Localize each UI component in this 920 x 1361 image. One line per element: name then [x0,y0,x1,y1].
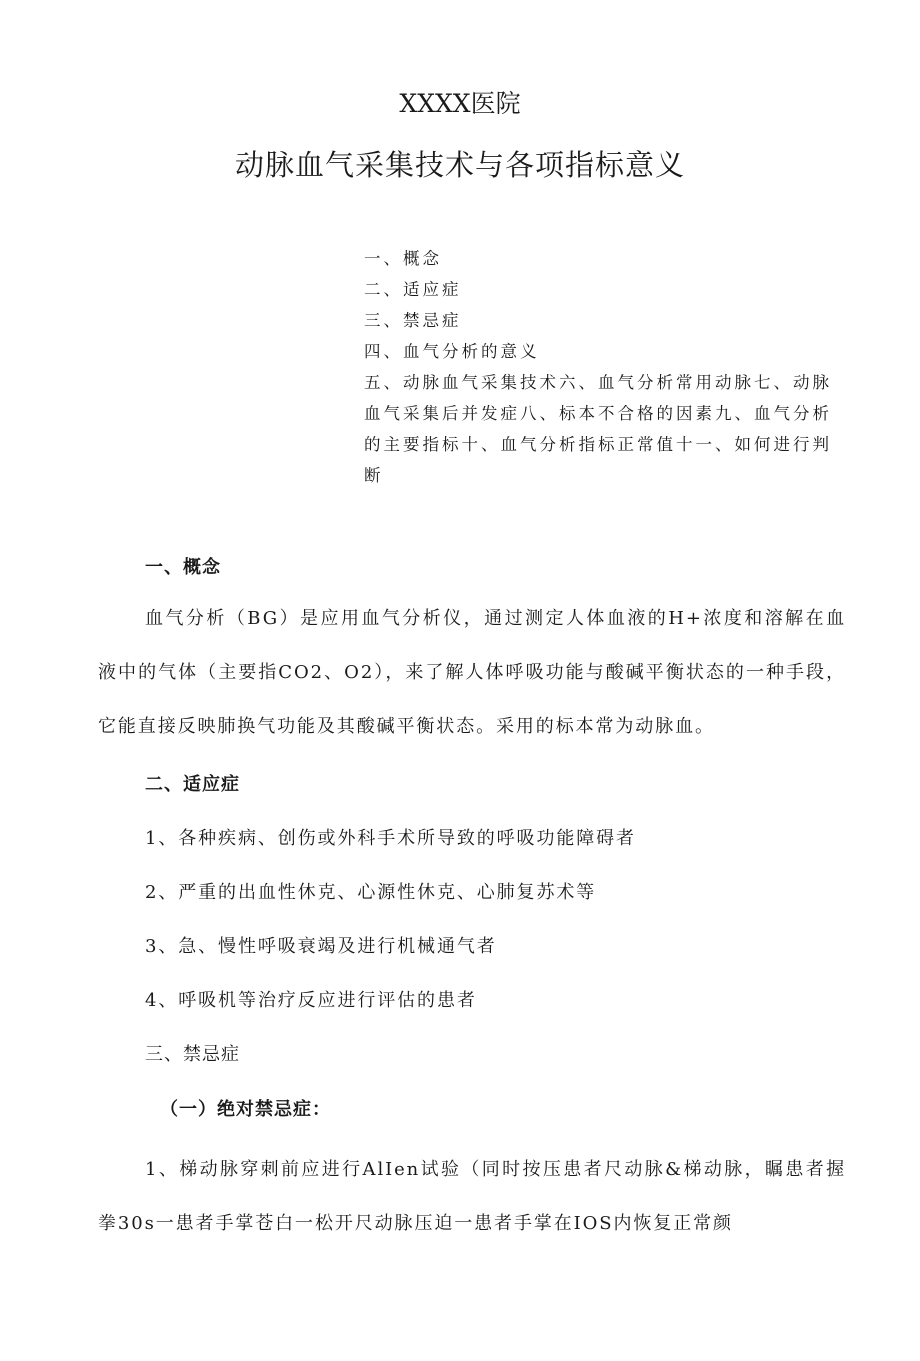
hospital-name: XXXX医院 [399,89,521,118]
toc-item: 一、概念 [364,249,442,268]
section-heading-contraindications: 三、禁忌症 [145,1044,240,1065]
table-of-contents [364,243,844,491]
indication-item: 1、各种疾病、创伤或外科手术所导致的呼吸功能障碍者 [145,828,636,849]
toc-item: 四、血气分析的意义 [364,342,540,361]
section-heading-concept: 一、概念 [145,557,221,578]
indication-item: 2、严重的出血性休克、心源性休克、心肺复苏术等 [145,882,597,903]
section-heading-indications: 二、适应症 [145,774,240,795]
document-title: 动脉血气采集技术与各项指标意义 [234,148,685,182]
toc-item: 二、适应症 [364,280,462,299]
indication-item: 3、急、慢性呼吸衰竭及进行机械通气者 [145,936,497,957]
contraindication-paragraph: 1、梯动脉穿刺前应进行AlIen试验（同时按压患者尺动脉&梯动脉，瞩患者握拳30s一患者手掌苍白一松开尺动脉压迫一患者手掌在IOS内恢复正常颜 [98,1159,846,1234]
toc-item-wrapped: 五、动脉血气采集技术六、血气分析常用动脉七、动脉血气采集后并发症八、标本不合格的因素九、血气分析的主要指标十、血气分析指标正常值十一、如何进行判断 [364,373,832,485]
indication-item: 4、呼吸机等治疗反应进行评估的患者 [145,990,477,1011]
toc-item: 三、禁忌症 [364,311,462,330]
subheading-absolute-contraindications: （一）绝对禁忌症： [160,1099,331,1120]
concept-paragraph: 血气分析（BG）是应用血气分析仪，通过测定人体血液的H+浓度和溶解在血液中的气体（主要指CO2、O2），来了解人体呼吸功能与酸碱平衡状态的一种手段，它能直接反映肺换气功能及其酸碱平衡状态。采用的标本常为动脉血。 [98,608,846,737]
